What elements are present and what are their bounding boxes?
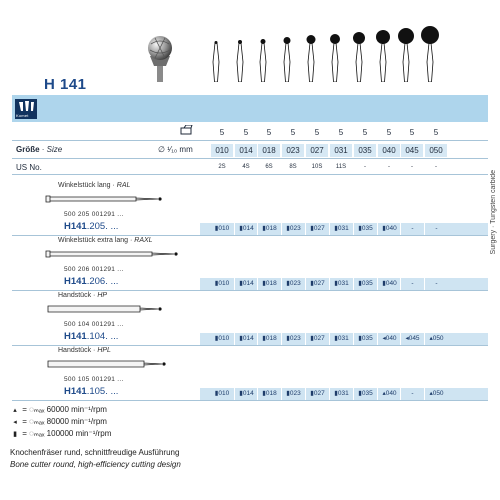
order-cell[interactable]: ▮010 <box>214 280 230 287</box>
order-cell[interactable]: ▮014 <box>234 223 258 235</box>
pack-quantity: 5 <box>433 128 439 137</box>
pack-quantity: 5 <box>266 128 272 137</box>
divider <box>12 174 488 175</box>
label-separator: · <box>128 237 135 244</box>
us-number-value: 11S <box>335 164 347 170</box>
label-separator: · <box>91 292 98 299</box>
bur-shank <box>308 43 314 82</box>
speed-symbol-icon: ▮ <box>13 431 17 438</box>
us-number-label: US No. <box>16 163 42 172</box>
header-band <box>12 95 488 122</box>
bur-head <box>284 37 291 44</box>
size-label: Größe · Size <box>16 145 63 154</box>
order-cell[interactable]: ▮023 <box>281 388 305 400</box>
bur-silhouette <box>237 40 243 82</box>
size-value: 050 <box>425 144 447 157</box>
bur-shank <box>380 43 386 82</box>
order-cell[interactable]: - <box>400 278 424 290</box>
order-number-base: H141 <box>64 221 87 232</box>
pack-quantity: 5 <box>243 128 249 137</box>
order-number <box>64 221 118 232</box>
order-cell[interactable]: ▮018 <box>257 333 281 345</box>
order-cell[interactable]: - <box>400 388 424 400</box>
large-bur-photo <box>148 36 172 82</box>
bur-shank <box>332 43 338 82</box>
instrument-drawing <box>44 302 184 316</box>
bur-head <box>376 30 390 44</box>
order-cell[interactable]: ▮010 <box>214 390 230 397</box>
order-cell[interactable]: ▮027 <box>305 333 329 345</box>
page-title: H 141 <box>44 76 87 93</box>
pack-quantity: 5 <box>386 128 392 137</box>
order-cell[interactable]: ▮040 <box>377 223 401 235</box>
bur-head <box>421 26 439 44</box>
order-cell[interactable]: ▮023 <box>281 223 305 235</box>
order-cell[interactable]: ▮031 <box>329 278 353 290</box>
divider <box>12 290 488 291</box>
label-separator: · <box>91 347 98 354</box>
speed-symbol-icon: ◂ <box>13 419 17 426</box>
order-cell[interactable]: ▮035 <box>353 388 377 400</box>
size-unit: ∅ ¹⁄₁₀ mm <box>158 145 193 154</box>
instrument-illustration <box>0 0 500 80</box>
size-value: 014 <box>235 144 257 157</box>
us-number-value: 10S <box>311 164 323 170</box>
description-de: Knochenfräser rund, schnittfreudige Ausführung <box>10 448 180 457</box>
pack-quantity: 5 <box>290 128 296 137</box>
order-number-suffix: .206. ... <box>86 276 119 287</box>
bur-silhouette <box>330 34 340 82</box>
size-value: 035 <box>354 144 376 157</box>
order-cell[interactable]: ▮031 <box>329 388 353 400</box>
size-value: 045 <box>401 144 423 157</box>
order-number-base: H141 <box>64 386 87 397</box>
handpiece-label-en: HP <box>97 292 108 299</box>
bur-head <box>238 40 242 44</box>
bur-silhouette <box>421 26 439 82</box>
order-cell[interactable]: ▮018 <box>257 388 281 400</box>
bur-silhouette <box>213 41 219 82</box>
order-cell[interactable]: ▴040 <box>377 388 401 400</box>
article-code: 500 105 001291 ... <box>64 376 124 383</box>
order-cell[interactable]: - <box>424 278 448 290</box>
us-number-value: - <box>411 164 413 170</box>
order-cell[interactable]: ▮035 <box>353 223 377 235</box>
side-caption: Surgery · Tungsten carbide <box>490 170 497 255</box>
bur-size-silhouettes <box>213 26 439 82</box>
instrument-drawing <box>44 247 184 261</box>
order-cell[interactable]: ▮010 <box>214 225 230 232</box>
bur-head <box>398 28 414 44</box>
order-cell[interactable]: ▮014 <box>234 333 258 345</box>
handpiece-label-de: Winkelstück lang <box>58 182 111 189</box>
bur-silhouette <box>376 30 390 82</box>
handpiece-label <box>58 347 111 354</box>
bur-shank <box>284 43 290 82</box>
order-cell[interactable]: ▮014 <box>234 388 258 400</box>
us-number-value: 2S <box>218 164 226 170</box>
order-number-suffix: .104. ... <box>86 331 119 342</box>
bur-shank <box>427 43 433 82</box>
pack-quantity: 5 <box>314 128 320 137</box>
order-cell[interactable]: ▮031 <box>329 223 353 235</box>
description-en: Bone cutter round, high-efficiency cutting design <box>10 460 181 469</box>
pack-quantity: 5 <box>338 128 344 137</box>
size-value: 023 <box>282 144 304 157</box>
pack-quantity: 5 <box>362 128 368 137</box>
size-value: 031 <box>330 144 352 157</box>
bur-silhouette <box>284 37 291 82</box>
order-cell[interactable]: ▴050 <box>424 333 448 345</box>
divider <box>12 400 488 401</box>
size-value: 010 <box>211 144 233 157</box>
order-cell[interactable]: ▮018 <box>257 223 281 235</box>
bur-head <box>330 34 340 44</box>
handpiece-label <box>58 237 153 244</box>
order-cell[interactable]: - <box>400 223 424 235</box>
order-cell[interactable]: ▴050 <box>424 388 448 400</box>
order-cell[interactable]: ▮027 <box>305 278 329 290</box>
order-cell[interactable]: - <box>424 223 448 235</box>
handpiece-label <box>58 182 130 189</box>
bur-shank <box>237 43 243 82</box>
label-separator: · <box>110 182 117 189</box>
bur-head <box>353 32 365 44</box>
article-code: 500 205 001291 ... <box>64 211 124 218</box>
divider <box>12 158 488 159</box>
us-number-value: - <box>435 164 437 170</box>
legend-item <box>10 429 111 438</box>
bur-silhouette <box>260 39 266 82</box>
order-number-suffix: .105. ... <box>86 386 119 397</box>
handpiece-label-en: RAXL <box>134 237 153 244</box>
us-number-value: 4S <box>242 164 250 170</box>
logo-text: Komet <box>16 113 29 118</box>
bur-head <box>215 41 218 44</box>
article-code: 500 104 001291 ... <box>64 321 124 328</box>
bur-shank <box>260 43 266 82</box>
handpiece-label-en: HPL <box>97 347 111 354</box>
order-cell[interactable]: ▮027 <box>305 388 329 400</box>
us-number-value: - <box>388 164 390 170</box>
order-cell[interactable]: ▮018 <box>257 278 281 290</box>
legend-item <box>10 405 107 414</box>
divider <box>12 235 488 236</box>
handpiece-label-de: Handstück <box>58 292 92 299</box>
bur-head <box>307 35 316 44</box>
handpiece-label-de: Handstück <box>58 347 92 354</box>
size-value: 040 <box>378 144 400 157</box>
pack-quantity: 5 <box>409 128 415 137</box>
bur-head <box>261 39 266 44</box>
order-number-base: H141 <box>64 276 87 287</box>
order-number-suffix: .205. ... <box>86 221 119 232</box>
bur-silhouette <box>398 28 414 82</box>
bur-shank <box>403 43 409 82</box>
bur-silhouette <box>307 35 316 82</box>
order-cell[interactable]: ◂045 <box>400 333 424 345</box>
order-cell[interactable]: ◂040 <box>377 333 401 345</box>
order-number-base: H141 <box>64 331 87 342</box>
order-cell[interactable]: ▮035 <box>353 333 377 345</box>
divider <box>12 140 488 141</box>
article-code: 500 206 001291 ... <box>64 266 124 273</box>
divider <box>12 345 488 346</box>
order-number <box>64 331 118 342</box>
legend-text: = ◌ₘₐₓ 80000 min⁻¹/rpm <box>20 417 107 426</box>
size-value: 018 <box>258 144 280 157</box>
handpiece-label <box>58 292 107 299</box>
size-value: 027 <box>306 144 328 157</box>
instrument-drawing <box>44 357 184 371</box>
legend-text: = ◌ₘₐₓ 60000 min⁻¹/rpm <box>20 405 107 414</box>
handpiece-label-en: RAL <box>116 182 131 189</box>
legend-item <box>10 417 107 426</box>
order-cell[interactable]: ▮023 <box>281 333 305 345</box>
order-cell[interactable]: ▮023 <box>281 278 305 290</box>
bur-shank <box>213 43 219 82</box>
pack-icon <box>180 125 194 135</box>
us-number-value: - <box>364 164 366 170</box>
order-cell[interactable]: ▮035 <box>353 278 377 290</box>
bur-shank <box>356 43 362 82</box>
handpiece-label-de: Winkelstück extra lang <box>58 237 129 244</box>
order-number <box>64 386 118 397</box>
order-number <box>64 276 118 287</box>
us-number-value: 6S <box>265 164 273 170</box>
order-cell[interactable]: ▮014 <box>234 278 258 290</box>
us-number-value: 8S <box>289 164 297 170</box>
order-cell[interactable]: ▮031 <box>329 333 353 345</box>
tooth-logo-icon <box>15 99 37 113</box>
instrument-drawing <box>44 192 184 206</box>
speed-symbol-icon: ▴ <box>13 407 17 414</box>
order-cell[interactable]: ▮010 <box>214 335 230 342</box>
bur-heads-graphic <box>0 0 500 82</box>
brand-logo <box>15 99 37 119</box>
order-cell[interactable]: ▮040 <box>377 278 401 290</box>
bur-silhouette <box>353 32 365 82</box>
pack-quantity: 5 <box>219 128 225 137</box>
order-cell[interactable]: ▮027 <box>305 223 329 235</box>
legend-text: = ◌ₘₐₓ 100000 min⁻¹/rpm <box>20 429 112 438</box>
